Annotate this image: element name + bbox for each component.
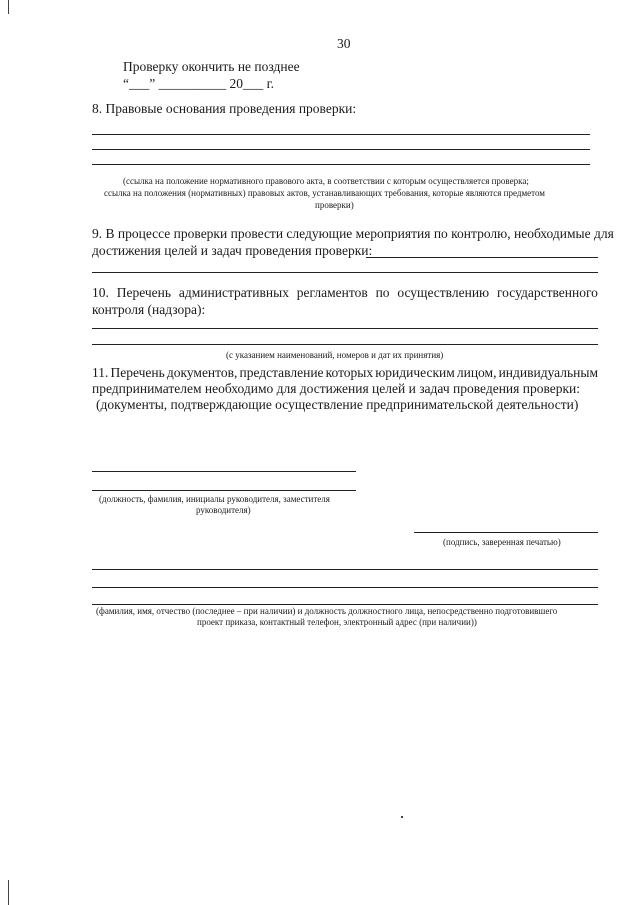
section-10-word-3: административных xyxy=(178,285,289,300)
section-8-note-2: ссылка на положения (нормативных) правовых актов, устанавливающих требования, которые являются предметом xyxy=(104,188,545,198)
head-signature-line-2 xyxy=(92,490,356,491)
section-9-line-2: достижения целей и задач проведения проверки: xyxy=(92,243,373,258)
deadline-date-field: “___” __________ 20___ г. xyxy=(123,76,274,91)
section-10-word-1: 10. xyxy=(92,285,109,300)
scan-edge-mark-top xyxy=(8,0,9,14)
official-line-2 xyxy=(92,587,598,588)
section-8-heading: 8. Правовые основания проведения проверки: xyxy=(92,101,357,116)
section-11-line-1 xyxy=(92,365,598,381)
official-line-1 xyxy=(92,569,598,570)
section-10-word-7: государственного xyxy=(496,285,598,300)
head-signature-note-1: (должность, фамилия, инициалы руководителя, заместителя xyxy=(99,494,330,504)
stamp-signature-note: (подпись, заверенная печатью) xyxy=(443,537,561,547)
head-signature-note-2: руководителя) xyxy=(196,505,251,515)
official-note-2: проект приказа, контактный телефон, электронный адрес (при наличии)) xyxy=(197,617,477,627)
section-11-word-6: юридическим xyxy=(375,365,455,380)
section-8-blank-line-1 xyxy=(92,134,590,135)
section-10-word-2: Перечень xyxy=(116,285,172,300)
page-number: 30 xyxy=(337,36,351,51)
section-10-line-1 xyxy=(92,285,598,301)
section-8-note-1: (ссылка на положение нормативного правового акта, в соответствии с которым осуществляется проверка; xyxy=(123,176,529,186)
section-8-blank-line-3 xyxy=(92,164,590,165)
section-9-blank-line xyxy=(92,272,598,273)
section-10-word-6: осуществлению xyxy=(397,285,490,300)
scan-edge-mark-bottom xyxy=(8,880,9,905)
head-signature-line-1 xyxy=(92,471,356,472)
section-11-word-4: представление xyxy=(239,365,324,380)
section-8-blank-line-2 xyxy=(92,149,590,150)
section-11-word-3: документов, xyxy=(166,365,238,380)
section-11-word-7: лицом, xyxy=(456,365,497,380)
stamp-signature-line xyxy=(414,532,598,533)
section-10-blank-line-1 xyxy=(92,328,598,329)
section-9-inline-blank xyxy=(366,257,598,258)
section-10-word-4: регламентов xyxy=(296,285,368,300)
official-note-1: (фамилия, имя, отчество (последнее – при наличии) и должность должностного лица, непосредственно подготовившего xyxy=(96,606,558,616)
section-10-line-2: контроля (надзора): xyxy=(92,302,206,317)
section-11-word-8: индивидуальным xyxy=(498,365,598,380)
section-11-word-5: которых xyxy=(325,365,374,380)
deadline-label: Проверку окончить не позднее xyxy=(123,59,300,74)
section-11-line-3: (документы, подтверждающие осуществление предпринимательской деятельности) xyxy=(96,397,579,412)
section-10-blank-line-2 xyxy=(92,344,598,345)
scan-dot xyxy=(401,816,403,818)
section-8-note-3: проверки) xyxy=(315,200,354,210)
section-11-word-2: Перечень xyxy=(110,365,165,380)
section-11-line-2: предпринимателем необходимо для достижения целей и задач проведения проверки: xyxy=(92,381,581,396)
section-10-note: (с указанием наименований, номеров и дат их принятия) xyxy=(226,350,444,360)
official-line-3 xyxy=(92,604,598,605)
section-9-line-1: 9. В процессе проверки провести следующие мероприятия по контролю, необходимые для xyxy=(92,226,614,241)
section-11-word-1: 11. xyxy=(92,365,109,380)
section-10-word-5: по xyxy=(375,285,390,300)
